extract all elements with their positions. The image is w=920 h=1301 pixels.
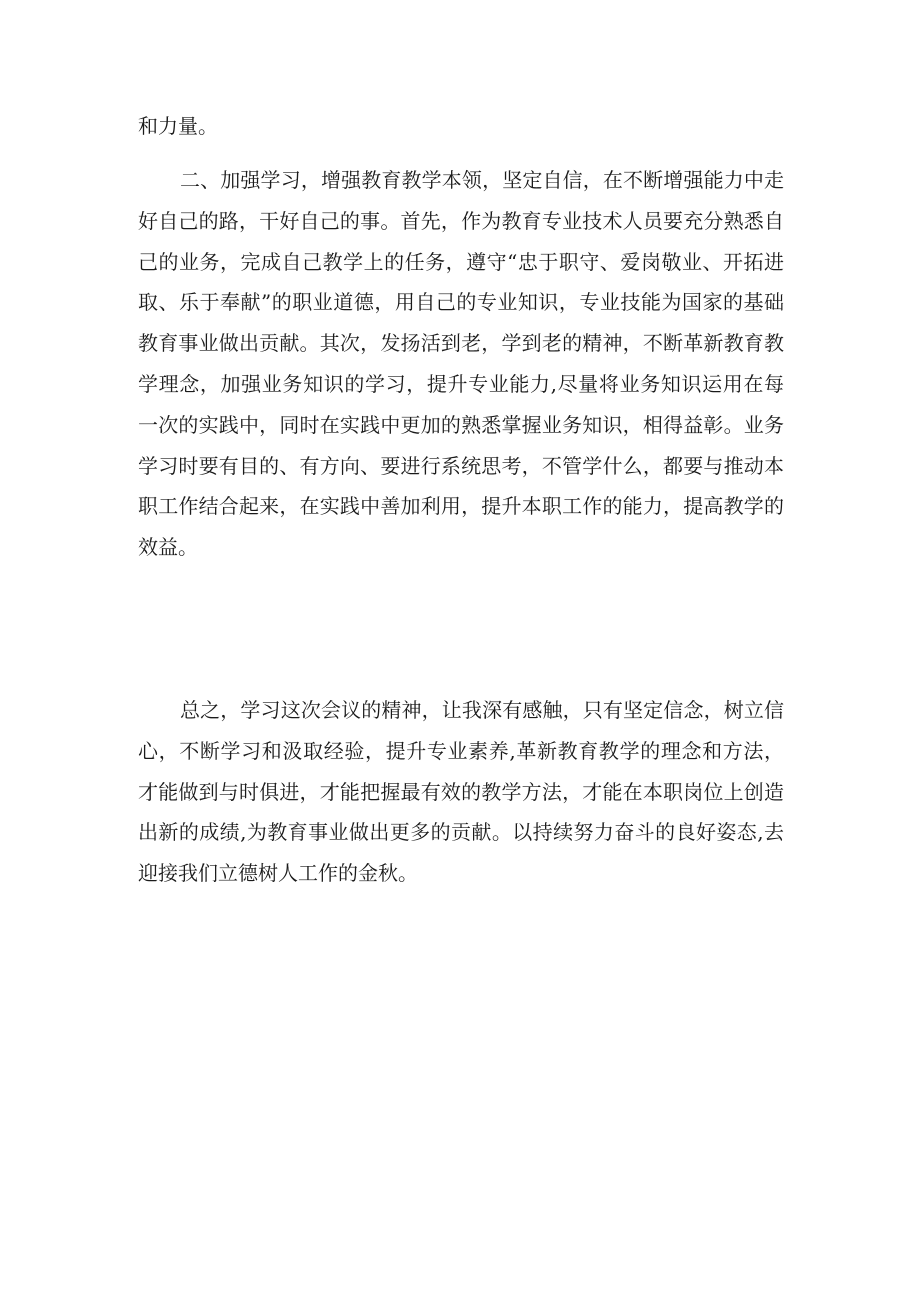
paragraph-text: 二、加强学习，增强教育教学本领，坚定自信，在不断增强能力中走好自己的路，干好自己的事。首先，作为教育专业技术人员要充分熟悉自己的业务，完成自己教学上的任务，遵守“忠于职守、爱岗敬业、开拓进取、乐于奉献”的职业道德，用自己的专业知识，专业技能为国家的基础教育事业做出贡献。其次，发扬活到老，学到老的精神，不断革新教育教学理念，加强业务知识的学习，提升专业能力,尽量将业务知识运用在每一次的实践中，同时在实践中更加的熟悉掌握业务知识，相得益彰。业务学习时要有目的、有方向、要进行系统思考，不管学什么，都要与推动本职工作结合起来，在实践中善加利用，提升本职工作的能力，提高教学的效益。 [138, 168, 784, 560]
paragraph-continuation [138, 106, 784, 147]
paragraph-section-two [138, 160, 784, 568]
paragraph-conclusion [138, 690, 784, 894]
paragraph-text: 和力量。 [138, 114, 218, 138]
paragraph-text: 总之，学习这次会议的精神，让我深有感触，只有坚定信念，树立信心，不断学习和汲取经验，提升专业素养,革新教育教学的理念和方法，才能做到与时俱进，才能把握最有效的教学方法，才能在本职岗位上创造出新的成绩,为教育事业做出更多的贡献。以持续努力奋斗的良好姿态,去迎接我们立德树人工作的金秋。 [138, 698, 784, 886]
